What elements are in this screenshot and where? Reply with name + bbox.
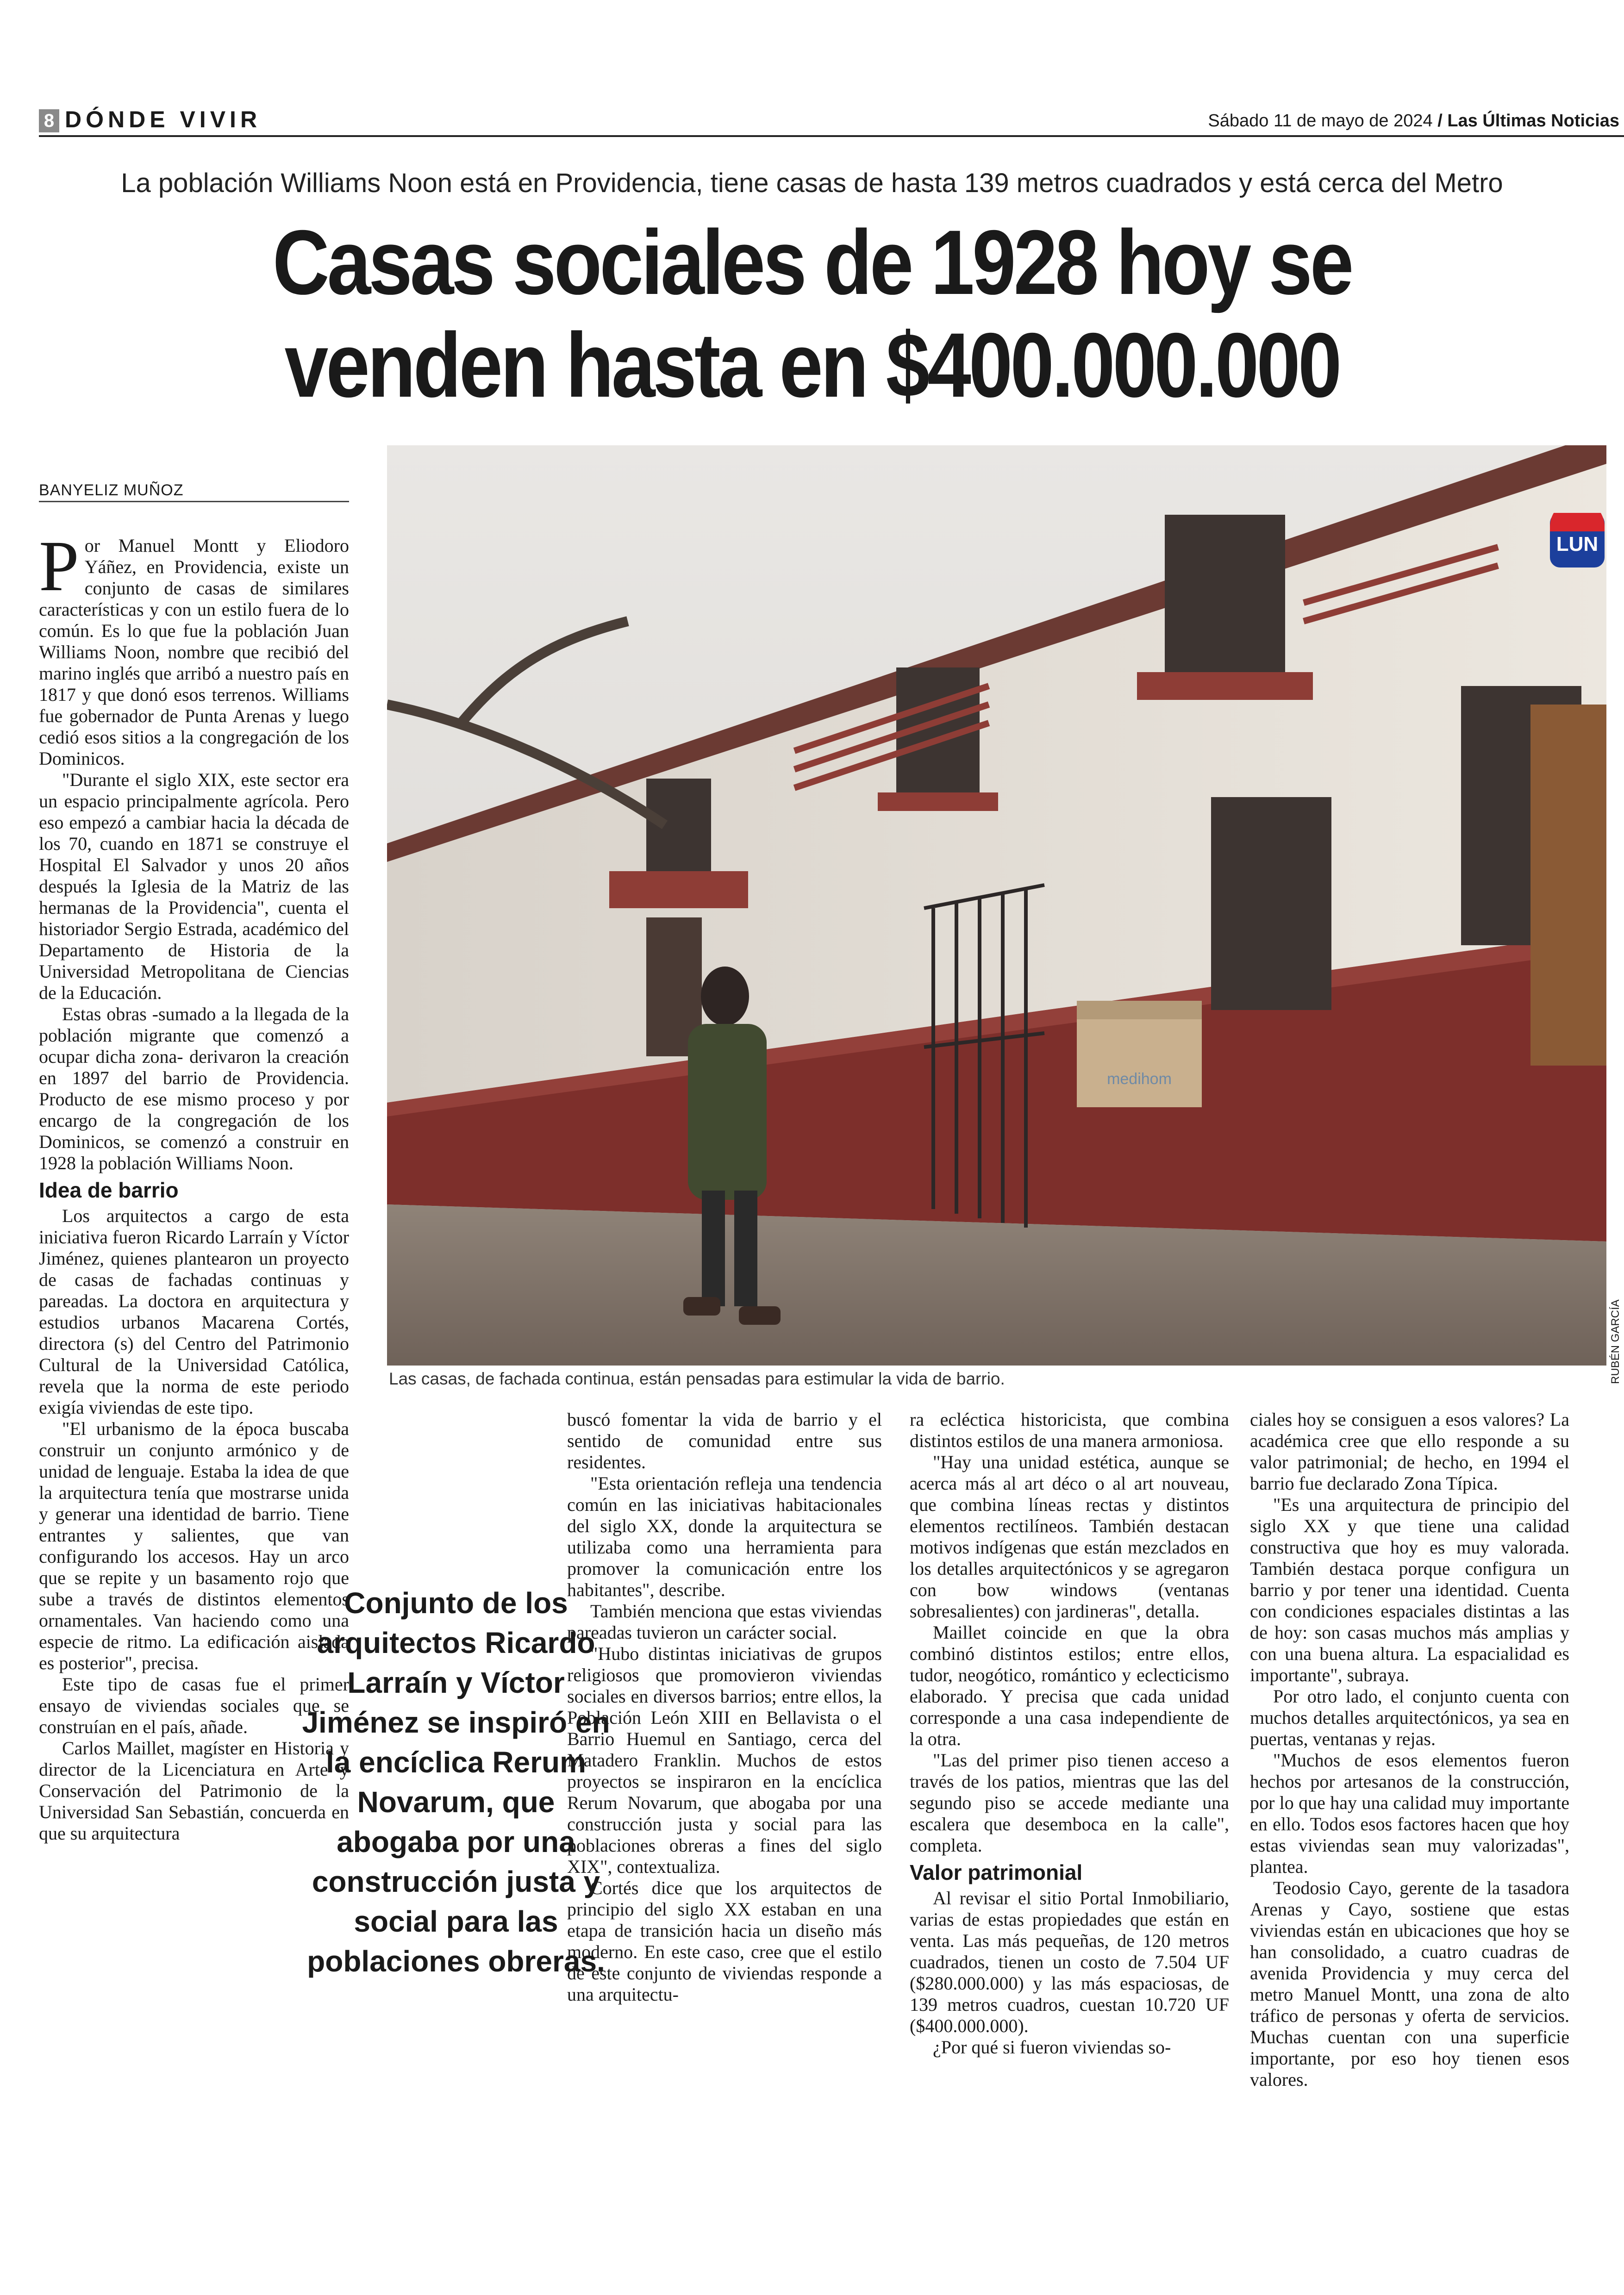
paragraph: También menciona que estas viviendas pareadas tuvieron un carácter social. [567,1601,882,1643]
lun-logo [1550,513,1605,568]
paragraph: Teodosio Cayo, gerente de la tasadora Arenas y Cayo, sostiene que estas viviendas están en ubicaciones que hoy se han consolidado, a cuatro cuadras de avenida Providencia y muy cerca del metro Manuel Montt, una zona de alto tráfico de personas y oferta de servicios. Muchas cuentan con una superficie importante, por eso hoy tienen esos valores. [1250,1877,1569,2090]
paragraph: "Las del primer piso tienen acceso a través de los patios, mientras que las del segundo piso se accede mediante una escalera que desemboca en la calle", completa. [910,1750,1229,1856]
publication-name: Las Últimas Noticias [1447,111,1619,131]
paragraph: Maillet coincide en que la obra combinó distintos estilos; entre ellos, tudor, neogótico, romántico y eclecticismo elaborado. Y precisa que cada unidad corresponde a una casa independiente de la otra. [910,1622,1229,1749]
lead-text: or Manuel Montt y Eliodoro Yáñez, en Providencia, existe un conjunto de casas de similares características y con un estilo fuera de lo común. Es lo que fue la población Juan Williams Noon, nombre que recibió del marino inglés que arribó a nuestro país en 1817 y que donó esos terrenos. Williams fue gobernador de Punta Arenas y luego cedió esos sitios a la congregación de los Dominicos. [39,535,349,769]
header-rule [39,135,1624,137]
paragraph: "Esta orientación refleja una tendencia común en las iniciativas habitacionales del siglo XX, donde la arquitectura se utilizaba como una herramienta para promover la comunicación entre los habitantes", describe. [567,1473,882,1600]
paragraph: Cortés dice que los arquitectos de principio del siglo XX estaban en una etapa de transición hacia un diseño más moderno. En este caso, cree que el estilo de este conjunto de viviendas responde a una arquitectu- [567,1877,882,2005]
paragraph: ciales hoy se consiguen a esos valores? La académica cree que ello responde a su valor patrimonial; de hecho, en 1994 el barrio fue declarado Zona Típica. [1250,1409,1569,1494]
paragraph: "Hubo distintas iniciativas de grupos religiosos que promovieron viviendas sociales en diversos barrios; entre ellos, la Población León XIII en Bellavista o el Barrio Huemul en Santiago, cerca del Matadero Franklin. Muchos de estos proyectos se inspiraron en la encíclica Rerum Novarum, que abogaba por una construcción justa y social para las poblaciones obreras a fines del siglo XIX", contextualiza. [567,1643,882,1877]
paragraph: Por otro lado, el conjunto cuenta con muchos detalles arquitectónicos, ya sea en puertas, ventanas y rejas. [1250,1686,1569,1749]
subheadline: La población Williams Noon está en Providencia, tiene casas de hasta 139 metros cuadrados y está cerca del Metro [121,168,1503,198]
dateline-separator: / [1437,111,1443,131]
lead-paragraph [39,526,349,769]
dateline [1208,111,1619,131]
lun-logo-mark [1550,513,1605,568]
drop-cap: P [39,526,79,606]
section-title: DÓNDE VIVIR [65,106,262,132]
column-3 [910,1409,1229,2058]
paragraph: ¿Por qué si fueron viviendas so- [933,2037,1171,2058]
paragraph: Estas obras -sumado a la llegada de la población migrante que comenzó a ocupar dicha zona- derivaron la creación en 1897 del barrio de Providencia. Producto de ese mismo proceso y por encargo de la congregación de los Dominicos, se comenzó a construir en 1928 la población Williams Noon. [39,1004,349,1173]
paragraph: "Durante el siglo XIX, este sector era un espacio principalmente agrícola. Pero eso empezó a cambiar hacia la década de los 70, cuando en 1871 se construye el Hospital El Salvador y unos 20 años después la Iglesia de la Matriz de las hermanas de la Providencia", cuenta el historiador Sergio Estrada, académico del Departamento de Historia de la Universidad Metropolitana de Ciencias de la Educación. [39,769,349,1003]
photo-caption: Las casas, de fachada continua, están pensadas para estimular la vida de barrio. [389,1369,1005,1388]
column-4 [1250,1409,1569,2090]
paragraph: Carlos Maillet, magíster en Historia y director de la Licenciatura en Arte y Conservación del Patrimonio de la Universidad San Sebastián, concuerda en que su arquitectura [39,1738,349,1844]
paragraph: "Muchos de esos elementos fueron hechos por artesanos de la construcción, por lo que hay una calidad muy importante en ello. Todos esos factores hacen que hoy estas viviendas sean muy valorizadas", plantea. [1250,1750,1569,1877]
issue-date: Sábado 11 de mayo de 2024 [1208,111,1433,131]
paragraph: "Hay una unidad estética, aunque se acerca más al art déco o al art nouveau, que combina líneas rectas y distintos elementos rectilíneos. También destacan motivos indígenas que están mezclados en los detalles arquitectónicos y se agregaron con bow windows (ventanas sobresalientes) con jardineras", detalla. [910,1452,1229,1621]
lun-logo-text: LUN [1556,533,1599,555]
paragraph: "El urbanismo de la época buscaba construir un conjunto armónico y de unidad de lenguaje. Estaba la idea de que la arquitectura tenía que mostrarse unida y generar una identidad de barrio. Tiene entrantes y salientes, que van configurando los accesos. Hay un arco que se repite y un basamento rojo que sube a través de distintos elementos ornamentales. Van haciendo como una especie de ritmo. La edificación aislada es posterior", precisa. [39,1418,349,1673]
photo-credit: RUBÉN GARCÍA [1609,1299,1622,1384]
column-2 [567,1409,882,2005]
pull-quote: Conjunto de los arquitectos Ricardo Larraín y Víctor Jiménez se inspiró en la encíclica Rerum Novarum, que abogaba por una construcción justa y social para las poblaciones obreras. [302,1586,610,1978]
paragraph: Este tipo de casas fue el primer ensayo de viviendas sociales que se construían en el país, añade. [39,1674,349,1737]
page-number: 8 [39,109,59,132]
subhead-valor-patrimonial: Valor patrimonial [910,1860,1083,1884]
subhead-idea-de-barrio: Idea de barrio [39,1178,179,1202]
paragraph: ra ecléctica historicista, que combina distintos estilos de una manera armoniosa. [910,1409,1229,1451]
paragraph: Al revisar el sitio Portal Inmobiliario, varias de estas propiedades que están en venta. Las más pequeñas, de 120 metros cuadrados, tienen un costo de 7.504 UF ($280.000.000) y las más espaciosas, de 139 metros cuadros, cuestan 10.720 UF ($400.000.000). [910,1888,1229,2036]
article-photo [387,445,1606,1366]
byline: BANYELIZ MUÑOZ [39,481,184,499]
box-brand-text: medihom [1107,1070,1172,1088]
headline-line-1: Casas sociales de 1928 hoy se [272,211,1352,313]
paragraph: buscó fomentar la vida de barrio y el sentido de comunidad entre sus residentes. [567,1409,882,1472]
byline-rule [39,501,349,502]
paragraph: Los arquitectos a cargo de esta iniciativa fueron Ricardo Larraín y Víctor Jiménez, quienes plantearon un proyecto de casas de fachadas continuas y pareadas. La doctora en arquitectura y estudios urbanos Macarena Cortés, directora (s) del Centro del Patrimonio Cultural de la Universidad Católica, revela que la norma de este periodo exigía viviendas de este tipo. [39,1205,349,1418]
street-houses-illustration [387,445,1606,1366]
headline [114,211,1511,417]
paragraph: "Es una arquitectura de principio del siglo XX y que tiene una calidad constructiva que hoy es muy valorada. También destaca porque configura un barrio y por tener una identidad. Cuenta con condiciones espaciales distintas a las de hoy: son casas muchos más amplias y con una buena altura. La espacialidad es importante", subraya. [1250,1494,1569,1685]
headline-line-2: venden hasta en $400.000.000 [284,314,1340,416]
